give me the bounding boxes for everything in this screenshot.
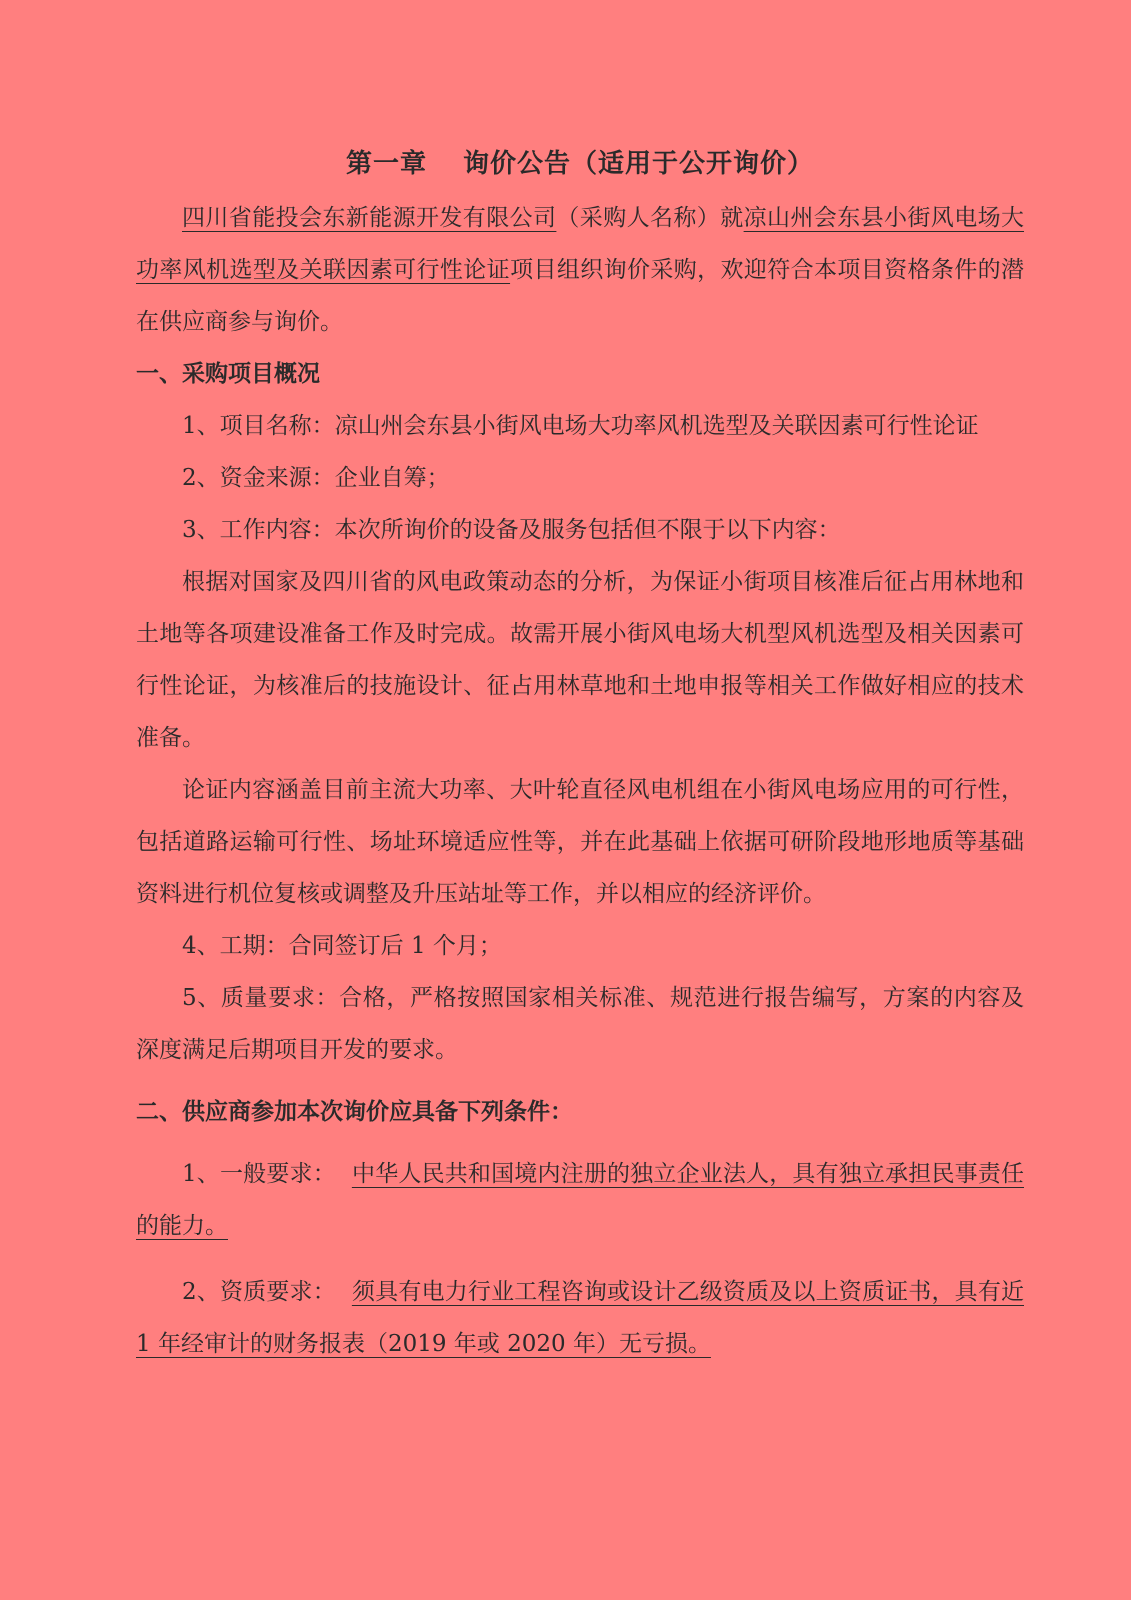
chapter-title [136, 146, 1024, 182]
work-content-para1: 根据对国家及四川省的风电政策动态的分析，为保证小街项目核准后征占用林地和土地等各项建设准备工作及时完成。故需开展小街风电场大机型风机选型及相关因素可行性论证，为核准后的技施设计、征占用林草地和土地申报等相关工作做好相应的技术准备。 [136, 569, 1024, 751]
requirement-qualification-text: 须具有电力行业工程咨询或设计乙级资质及以上资质证书，具有近 1 年经审计的财务报表（2019 年或 2020 年）无亏损。 [136, 1279, 1024, 1357]
requirement-general-label: 1、一般要求： [182, 1161, 336, 1187]
requirement-qualification [136, 1266, 1024, 1370]
document-page [136, 140, 1024, 1370]
work-content-para2: 论证内容涵盖目前主流大功率、大叶轮直径风电机组在小街风电场应用的可行性，包括道路运输可行性、场址环境适应性等，并在此基础上依据可研阶段地形地质等基础资料进行机位复核或调整及升压站址等工作，并以相应的经济评价。 [136, 777, 1024, 907]
purchaser-note: （采购人名称）就 [556, 205, 744, 231]
chapter-number: 第一章 [345, 149, 427, 179]
section1-item4: 4、工期：合同签订后 1 个月； [182, 933, 502, 959]
section2-heading: 二、供应商参加本次询价应具备下列条件： [136, 1099, 573, 1125]
requirement-qualification-label: 2、资质要求： [182, 1279, 336, 1305]
project-name: 凉山州会东县小街风电场大功率风机选型及关联因素可行性论证 [136, 205, 1025, 283]
section1-item3: 3、工作内容：本次所询价的设备及服务包括但不限于以下内容： [182, 517, 841, 543]
chapter-name: 询价公告（适用于公开询价） [463, 149, 815, 179]
section1-heading: 一、采购项目概况 [136, 361, 320, 387]
intro-paragraph [136, 192, 1024, 348]
section1-item2: 2、资金来源：企业自筹； [182, 465, 450, 491]
requirement-general-text: 中华人民共和国境内注册的独立企业法人，具有独立承担民事责任的能力。 [136, 1161, 1024, 1239]
purchaser-name: 四川省能投会东新能源开发有限公司 [182, 205, 557, 231]
section1-item5: 5、质量要求：合格，严格按照国家相关标准、规范进行报告编写，方案的内容及深度满足后期项目开发的要求。 [136, 985, 1024, 1063]
requirement-general [136, 1148, 1024, 1252]
section1-item1: 1、项目名称：凉山州会东县小街风电场大功率风机选型及关联因素可行性论证 [182, 413, 979, 439]
intro-rest: 项目组织询价采购，欢迎符合本项目资格条件的潜在供应商参与询价。 [136, 257, 1025, 335]
